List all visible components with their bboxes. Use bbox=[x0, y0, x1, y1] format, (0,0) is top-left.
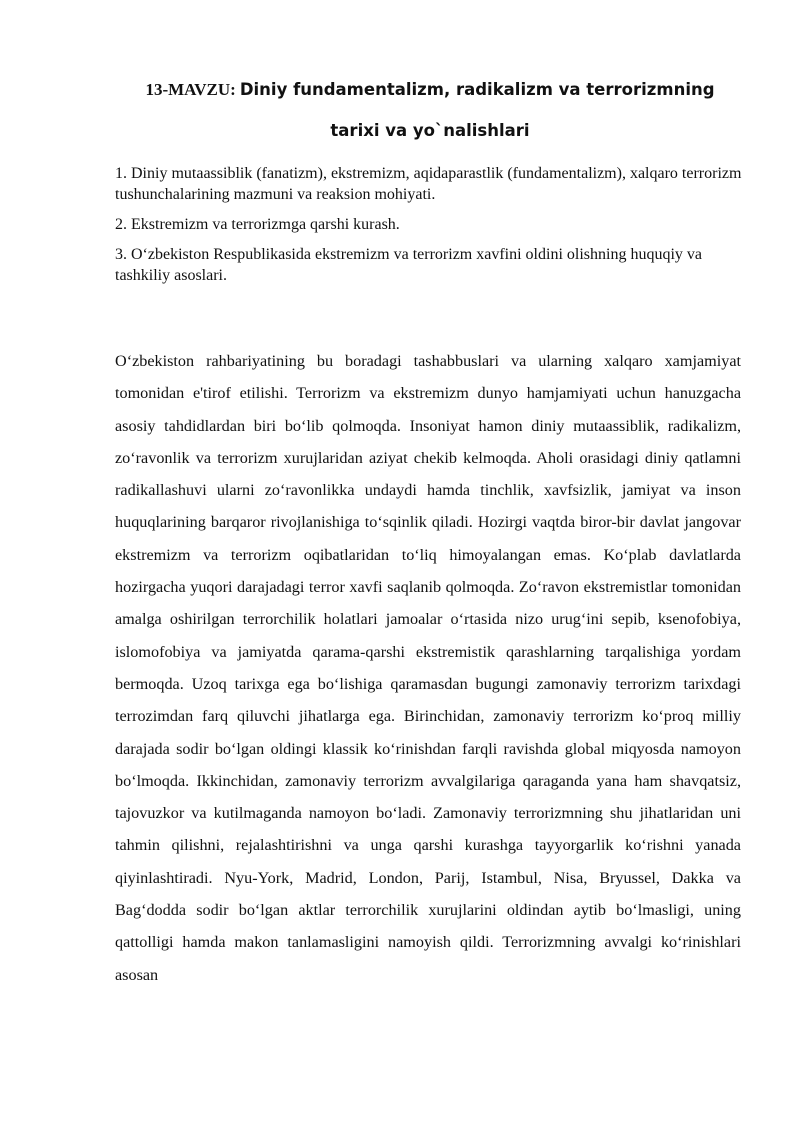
title-line-1 bbox=[115, 70, 745, 111]
title-main: Diniy fundamentalizm, radikalizm va terrorizmning bbox=[239, 80, 715, 99]
lecture-title bbox=[115, 70, 745, 151]
title-prefix: 13-MAVZU: bbox=[145, 80, 236, 99]
plan-item: 3. O‘zbekiston Respublikasida ekstremizm va terrorizm xavfini oldini olishning huquqiy va tashkiliy asoslari. bbox=[115, 246, 702, 284]
plan-item: 2. Ekstremizm va terrorizmga qarshi kurash. bbox=[115, 216, 400, 233]
body-paragraph: O‘zbekiston rahbariyatining bu boradagi tashabbuslari va ularning xalqaro xamjamiyat tomonidan e'tirof etilishi. Terrorizm va ekstremizm dunyo hamjamiyati uchun hanuzgacha asosiy tahdidlardan biri bo‘lib qolmoqda. Insoniyat hamon diniy mutaassiblik, radikalizm, zo‘ravonlik va terrorizm xurujlaridan aziyat chekib kelmoqda. Aholi orasidagi diniy qatlamni radikallashuvi ularni zo‘ravonlikka undaydi hamda tinchlik, xavfsizlik, jamiyat va inson huquqlarining barqaror rivojlanishiga to‘sqinlik qiladi. Hozirgi vaqtda biror-bir davlat jangovar ekstremizm va terrorizm oqibatlaridan to‘liq himoyalangan emas. Ko‘plab davlatlarda hozirgacha yuqori darajadagi terror xavfi saqlanib qolmoqda. Zo‘ravon ekstremistlar tomonidan amalga oshirilgan terrorchilik holatlari jamoalar o‘rtasida nizo urug‘ini sepib, ksenofobiya, islomofobiya va jamiyatda qarama-qarshi ekstremistik qarashlarning tarqalishiga yordam bermoqda. Uzoq tarixga ega bo‘lishiga qaramasdan bugungi zamonaviy terrorizm tarixdagi terrozimdan farq qiluvchi jihatlarga ega. Birinchidan, zamonaviy terrorizm ko‘proq milliy darajada sodir bo‘lgan oldingi klassik ko‘rinishdan farqli ravishda global miqyosda namoyon bo‘lmoqda. Ikkinchidan, zamonaviy terrorizm avvalgilariga qaraganda yana ham shavqatsiz, tajovuzkor va kutilmaganda namoyon bo‘ladi. Zamonaviy terrorizmning shu jihatlaridan uni tahmin qilishni, rejalashtirishni va unga qarshi kurashga tayyorgarlik ko‘rishni yanada qiyinlashtiradi. Nyu-York, Madrid, London, Parij, Istambul, Nisa, Bryussel, Dakka va Bag‘dodda sodir bo‘lgan aktlar terrorchilik xurujlarini oldindan aytib bo‘lmasligi, uning qattolligi hamda makon tanlamasligini namoyish qildi. Terrorizmning avvalgi ko‘rinishlari asosan bbox=[115, 352, 741, 984]
title-line-2: tarixi va yo`nalishlari bbox=[330, 121, 530, 140]
lecture-plan bbox=[115, 163, 745, 295]
plan-item: 1. Diniy mutaassiblik (fanatizm), ekstremizm, aqidaparastlik (fundamentalizm), xalqaro terrorizm tushunchalarining mazmuni va reaksion mohiyati. bbox=[115, 165, 742, 203]
